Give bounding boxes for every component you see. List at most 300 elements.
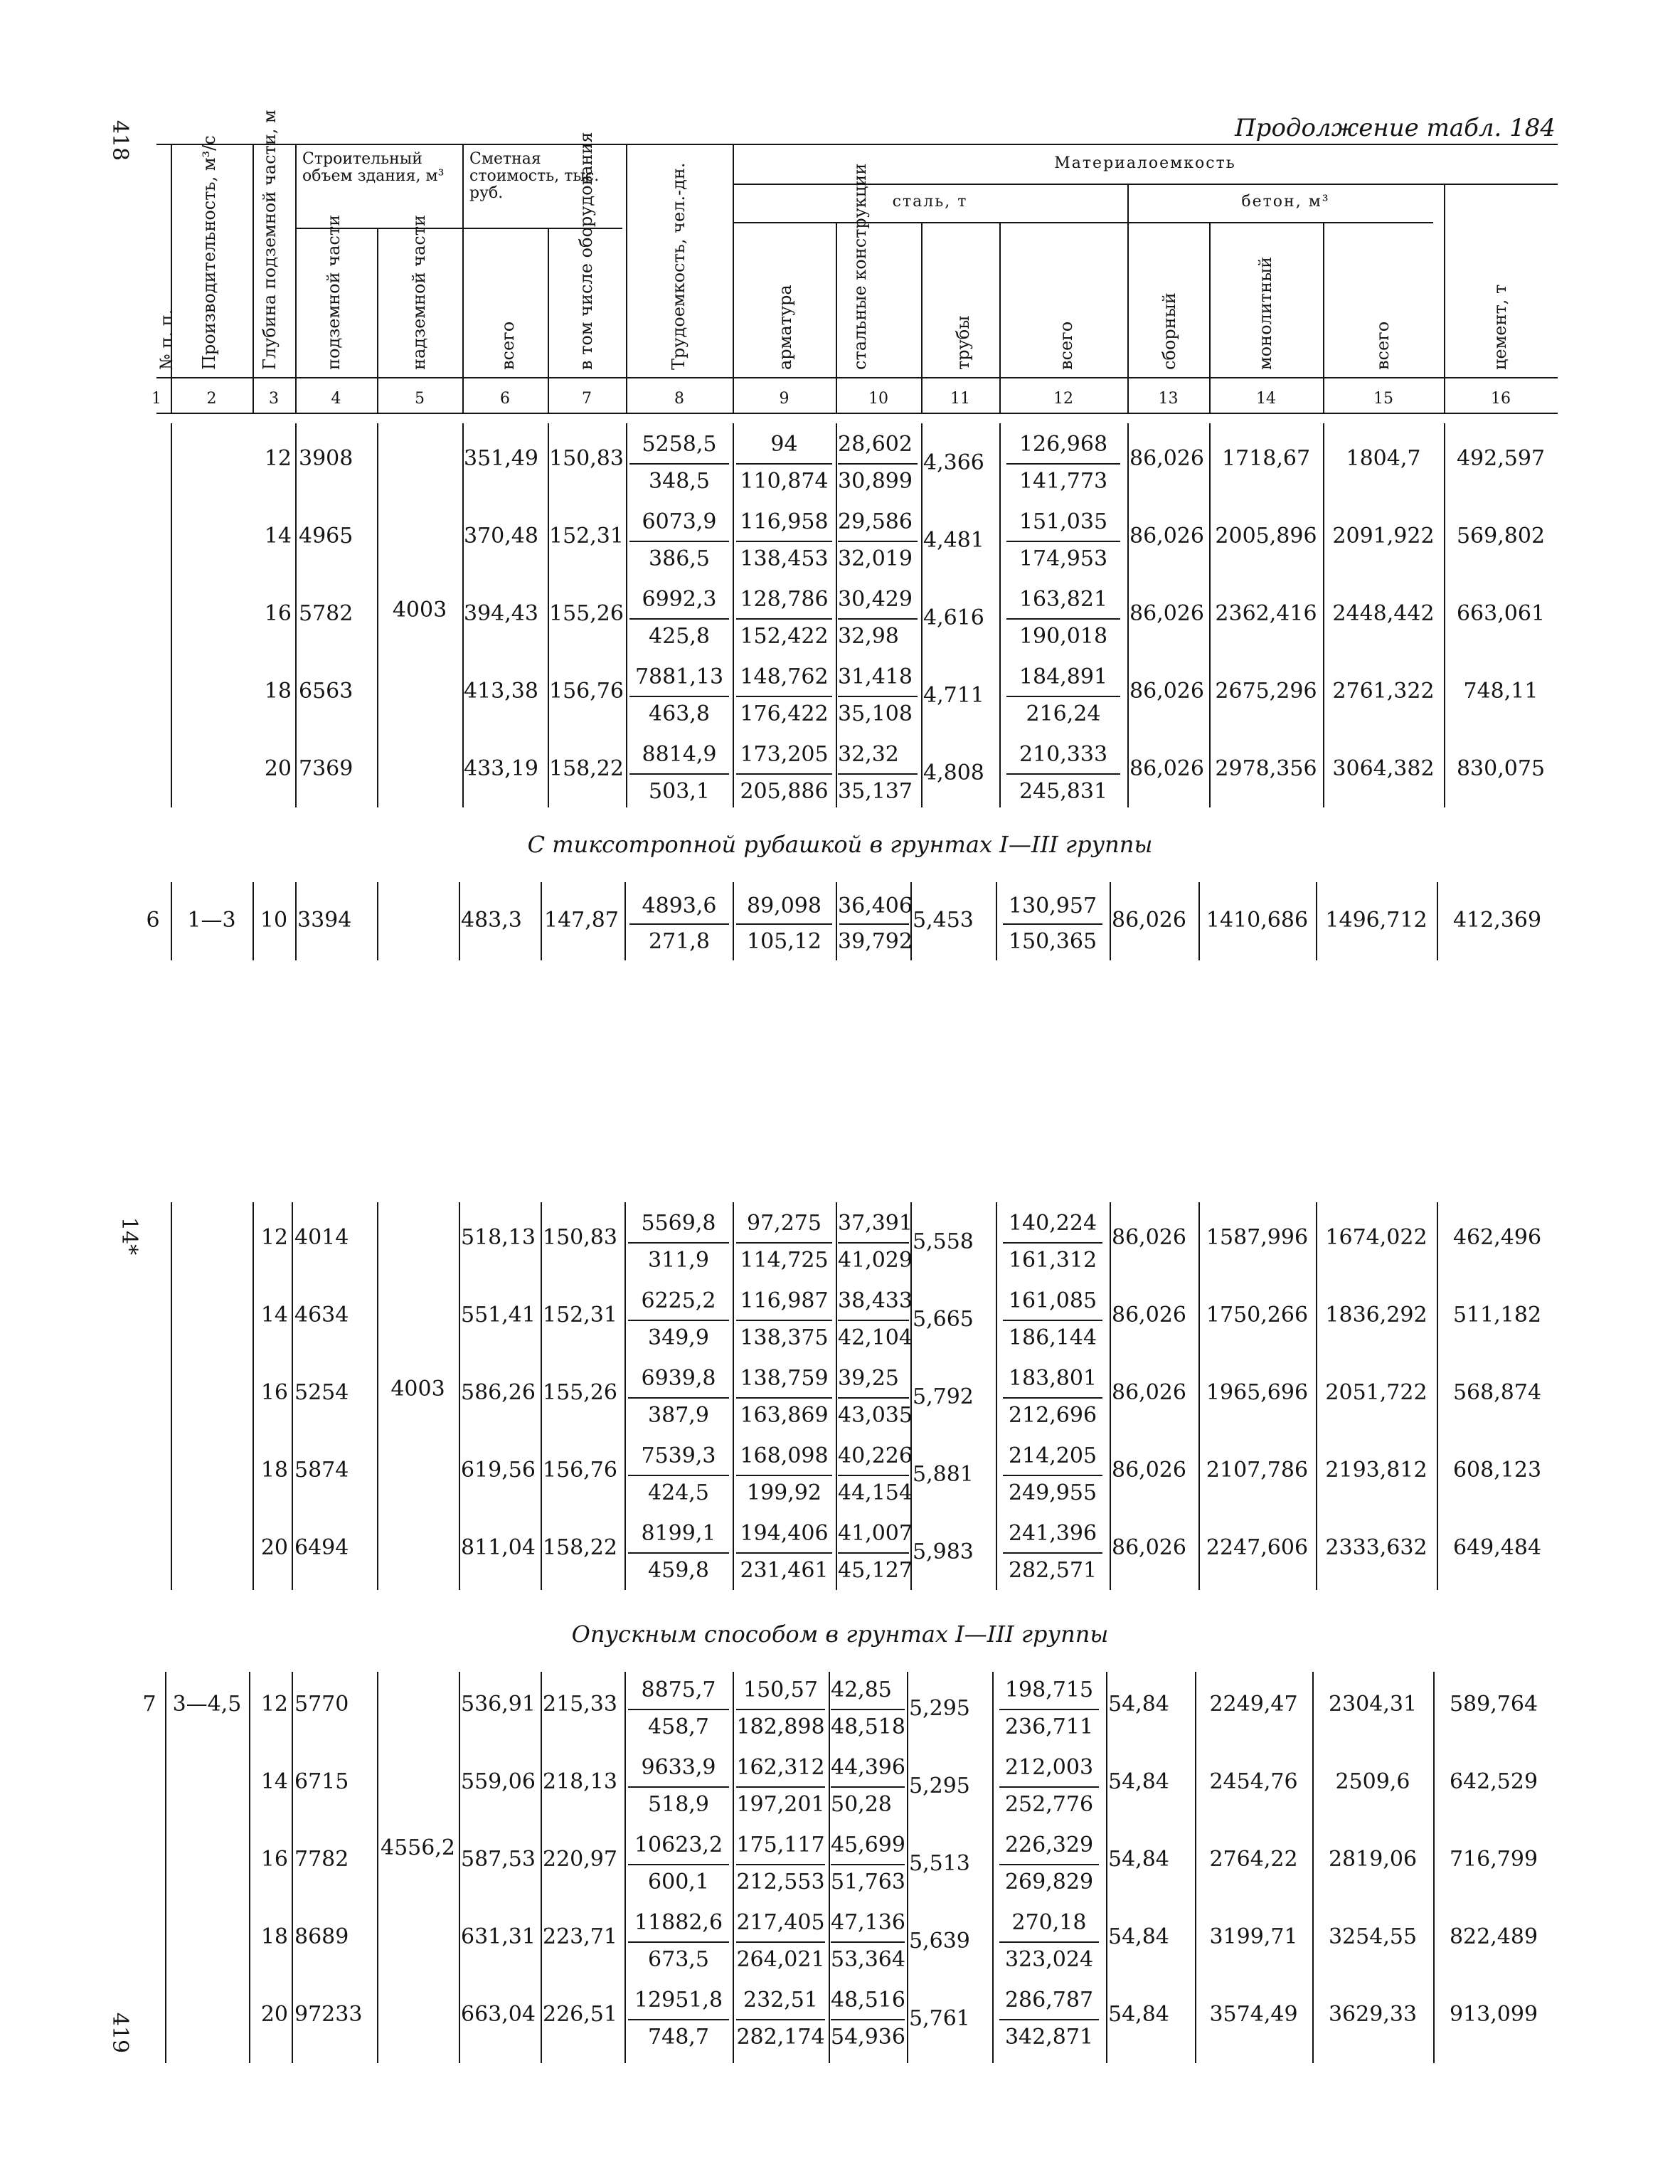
column-number: 2 [206,390,217,408]
fraction-bar [629,696,729,697]
rebar-denominator: 264,021 [736,1947,825,1972]
column-number: 14 [1256,390,1276,408]
fraction-bar [629,463,729,465]
cost-equipment: 156,76 [549,679,624,704]
steel-total-numerator: 130,957 [1008,894,1097,918]
fraction-bar [736,1320,832,1321]
rebar-numerator: 194,406 [740,1521,829,1546]
concrete-monolithic: 2247,606 [1206,1535,1309,1560]
cost-equipment: 152,31 [549,524,624,548]
column-number: 11 [950,390,970,408]
rebar-denominator: 114,725 [740,1248,829,1273]
concrete-monolithic: 3199,71 [1209,1924,1298,1949]
pipes: 5,453 [913,908,974,933]
pipes: 5,792 [913,1384,974,1409]
steel-total-denominator: 216,24 [1026,701,1101,726]
labor-denominator: 600,1 [648,1870,709,1894]
fraction-bar [831,2019,905,2020]
fraction-bar [629,773,729,775]
fraction-bar [838,1320,909,1321]
fraction-bar [736,1786,825,1788]
labor-denominator: 458,7 [648,1714,709,1739]
rebar-numerator: 94 [770,432,798,457]
steel-structures-denominator: 35,137 [838,779,913,804]
steel-total-denominator: 150,365 [1008,929,1097,954]
fraction-bar [736,1475,832,1476]
concrete-total: 3254,55 [1328,1924,1418,1949]
cement: 913,099 [1449,2002,1538,2027]
block3-productivity: 3—4,5 [172,1692,242,1717]
column-number: 3 [269,390,279,408]
fraction-bar [1003,1397,1102,1399]
cost-equipment: 220,97 [543,1847,617,1872]
pipes: 5,665 [913,1307,974,1332]
column-number: 8 [674,390,684,408]
cost-total: 811,04 [461,1535,536,1560]
header-cement: цемент, т [1490,284,1510,370]
steel-total-numerator: 241,396 [1008,1521,1097,1546]
header-prefab: сборный [1159,292,1179,370]
fraction-bar [1006,618,1120,620]
fraction-bar [736,2019,825,2020]
cement: 462,496 [1452,1225,1542,1250]
cement: 649,484 [1452,1535,1542,1560]
fraction-bar [838,463,918,465]
concrete-total: 2304,31 [1328,1692,1418,1717]
rebar-denominator: 205,886 [740,779,829,804]
cement: 511,182 [1452,1303,1542,1327]
labor-denominator: 673,5 [648,1947,709,1972]
steel-structures-denominator: 44,154 [838,1480,913,1505]
cost-total: 631,31 [461,1924,536,1949]
steel-total-numerator: 286,787 [1004,1988,1094,2013]
column-number: 5 [415,390,425,408]
cost-equipment: 150,83 [549,446,624,471]
steel-total-denominator: 174,953 [1019,546,1108,571]
steel-total-numerator: 163,821 [1019,587,1108,612]
depth: 16 [260,1847,288,1872]
cost-total: 551,41 [461,1303,536,1327]
fraction-bar [736,1397,832,1399]
steel-total-numerator: 126,968 [1019,432,1108,457]
fraction-bar [999,1864,1099,1865]
pipes: 5,983 [913,1539,974,1564]
fraction-bar [838,618,918,620]
steel-total-numerator: 161,085 [1008,1288,1097,1313]
labor-numerator: 12951,8 [634,1988,723,2013]
cost-total: 483,3 [461,908,522,933]
labor-numerator: 11882,6 [634,1910,723,1935]
steel-structures-numerator: 31,418 [838,664,913,689]
concrete-monolithic: 2764,22 [1209,1847,1298,1872]
labor-denominator: 503,1 [649,779,710,804]
cement: 569,802 [1456,524,1546,548]
steel-structures-denominator: 35,108 [838,701,913,726]
cost-equipment: 152,31 [543,1303,617,1327]
concrete-monolithic: 2249,47 [1209,1692,1298,1717]
steel-structures-denominator: 42,104 [838,1325,913,1350]
steel-structures-denominator: 48,518 [831,1714,905,1739]
fraction-bar [629,541,729,542]
cement: 822,489 [1449,1924,1538,1949]
rebar-numerator: 150,57 [743,1677,818,1702]
concrete-total: 2333,632 [1325,1535,1428,1560]
labor-numerator: 5569,8 [641,1211,716,1236]
rebar-numerator: 128,786 [740,587,829,612]
header-estimated-cost: Сметная стоимость, тыс. руб. [469,150,600,202]
rebar-numerator: 138,759 [740,1366,829,1391]
header-pipes: трубы [953,315,973,370]
rebar-numerator: 116,987 [740,1288,829,1313]
rebar-denominator: 197,201 [736,1792,825,1817]
cost-total: 586,26 [461,1380,536,1405]
fraction-bar [831,1864,905,1865]
steel-structures-denominator: 53,364 [831,1947,905,1972]
concrete-prefab: 86,026 [1129,756,1204,781]
steel-structures-numerator: 30,429 [838,587,913,612]
cost-total: 370,48 [464,524,538,548]
fraction-bar [736,1864,825,1865]
fraction-bar [1006,541,1120,542]
fraction-bar [1003,1475,1102,1476]
steel-total-denominator: 323,024 [1004,1947,1094,1972]
header-cost-equipment: в том числе оборудования [576,132,596,370]
concrete-prefab: 54,84 [1108,1847,1169,1872]
concrete-monolithic: 2362,416 [1215,601,1317,626]
cost-equipment: 155,26 [543,1380,617,1405]
cement: 716,799 [1449,1847,1538,1872]
cost-equipment: 226,51 [543,2002,617,2027]
underground-volume: 4965 [299,524,353,548]
concrete-monolithic: 3574,49 [1209,2002,1298,2027]
cost-total: 351,49 [464,446,538,471]
rebar-numerator: 89,098 [747,894,822,918]
fraction-bar [838,696,918,697]
concrete-total: 1674,022 [1325,1225,1428,1250]
steel-structures-denominator: 50,28 [831,1792,892,1817]
fraction-bar [736,618,832,620]
concrete-prefab: 54,84 [1108,1769,1169,1794]
steel-structures-numerator: 44,396 [831,1755,905,1780]
concrete-total: 2193,812 [1325,1458,1428,1483]
fraction-bar [628,1786,729,1788]
labor-numerator: 9633,9 [641,1755,716,1780]
labor-numerator: 8814,9 [642,742,717,767]
cement: 608,123 [1452,1458,1542,1483]
fraction-bar [1003,1242,1102,1244]
labor-numerator: 8199,1 [641,1521,716,1546]
section-title-thixotropic: С тиксотропной рубашкой в грунтах I—III группы [527,831,1153,858]
fraction-bar [628,1320,729,1321]
fraction-bar [1006,696,1120,697]
cost-total: 394,43 [464,601,538,626]
cost-total: 619,56 [461,1458,536,1483]
rebar-denominator: 105,12 [747,929,822,954]
labor-denominator: 387,9 [648,1403,709,1428]
fraction-bar [1003,1320,1102,1321]
column-number: 9 [779,390,790,408]
concrete-monolithic: 2005,896 [1215,524,1317,548]
pipes: 5,881 [913,1462,974,1487]
header-monolithic: монолитный [1255,256,1275,370]
fraction-bar [838,541,918,542]
cement: 642,529 [1449,1769,1538,1794]
cost-total: 559,06 [461,1769,536,1794]
rebar-numerator: 232,51 [743,1988,818,2013]
fraction-bar [736,1242,832,1244]
labor-denominator: 518,9 [648,1792,709,1817]
steel-total-numerator: 184,891 [1019,664,1108,689]
cost-total: 536,91 [461,1692,536,1717]
underground-volume: 97233 [294,2002,363,2027]
underground-volume: 6715 [294,1769,349,1794]
rebar-numerator: 148,762 [740,664,829,689]
pipes: 5,761 [909,2006,970,2031]
cost-total: 518,13 [461,1225,536,1250]
rebar-denominator: 163,869 [740,1403,829,1428]
cost-equipment: 156,76 [543,1458,617,1483]
header-steel-group: сталь, т [892,193,968,211]
labor-numerator: 10623,2 [634,1833,723,1857]
fraction-bar [629,618,729,620]
labor-numerator: 7539,3 [641,1443,716,1468]
concrete-prefab: 86,026 [1129,446,1204,471]
rebar-denominator: 282,174 [736,2025,825,2050]
cement: 492,597 [1456,446,1546,471]
rebar-denominator: 110,874 [740,469,829,494]
sheet-mark: 14* [117,1216,142,1256]
fraction-bar [628,1475,729,1476]
fraction-bar [999,1709,1099,1710]
concrete-total: 1496,712 [1325,908,1428,933]
cement: 663,061 [1456,601,1546,626]
header-cost-total: всего [498,321,518,370]
header-underground-part: подземной части [324,214,344,370]
header-rebar: арматура [775,285,795,370]
concrete-monolithic: 1410,686 [1206,908,1309,933]
fraction-bar [628,1552,729,1554]
labor-numerator: 6939,8 [641,1366,716,1391]
fraction-bar [999,1786,1099,1788]
steel-structures-denominator: 45,127 [838,1558,913,1583]
concrete-total: 3064,382 [1332,756,1435,781]
header-steel-total: всего [1056,321,1076,370]
concrete-prefab: 86,026 [1112,1458,1186,1483]
concrete-monolithic: 2978,356 [1215,756,1317,781]
steel-total-denominator: 212,696 [1008,1403,1097,1428]
depth: 12 [260,1692,288,1717]
concrete-total: 1836,292 [1325,1303,1428,1327]
steel-structures-denominator: 41,029 [838,1248,913,1273]
fraction-bar [628,1709,729,1710]
underground-volume: 3394 [297,908,352,933]
steel-structures-numerator: 39,25 [838,1366,899,1391]
depth: 16 [264,601,292,626]
rebar-denominator: 138,375 [740,1325,829,1350]
concrete-total: 2819,06 [1328,1847,1418,1872]
fraction-bar [628,1397,729,1399]
concrete-monolithic: 1718,67 [1221,446,1311,471]
steel-structures-numerator: 29,586 [838,509,913,534]
steel-structures-numerator: 36,406 [838,894,913,918]
column-number: 1 [151,390,161,408]
column-number: 16 [1491,390,1511,408]
row-number: 6 [146,908,160,933]
steel-structures-numerator: 40,226 [838,1443,913,1468]
table-continuation-title: Продолжение табл. 184 [1235,114,1556,142]
depth: 12 [260,1225,288,1250]
header-build-volume: Строительный объем здания, м³ [302,150,445,185]
labor-numerator: 4893,6 [642,894,717,918]
underground-volume: 4634 [294,1303,349,1327]
fraction-bar [736,1552,832,1554]
concrete-monolithic: 2107,786 [1206,1458,1309,1483]
fraction-bar [736,773,832,775]
concrete-prefab: 86,026 [1112,1225,1186,1250]
cost-equipment: 223,71 [543,1924,617,1949]
depth: 20 [260,1535,288,1560]
labor-numerator: 5258,5 [642,432,717,457]
steel-total-denominator: 236,711 [1004,1714,1094,1739]
steel-structures-numerator: 42,85 [831,1677,892,1702]
cement: 412,369 [1452,908,1542,933]
labor-denominator: 424,5 [648,1480,709,1505]
concrete-total: 3629,33 [1328,2002,1418,2027]
cost-equipment: 158,22 [543,1535,617,1560]
steel-total-numerator: 214,205 [1008,1443,1097,1468]
right-page-number: 419 [107,2012,133,2054]
labor-denominator: 348,5 [649,469,710,494]
fraction-bar [628,1864,729,1865]
left-page-number: 418 [107,120,133,161]
steel-total-denominator: 342,871 [1004,2025,1094,2050]
underground-volume: 4014 [294,1225,349,1250]
depth: 12 [264,446,292,471]
steel-structures-denominator: 54,936 [831,2025,905,2050]
underground-volume: 8689 [294,1924,349,1949]
steel-structures-numerator: 47,136 [831,1910,905,1935]
concrete-total: 2761,322 [1332,679,1435,704]
block3-row-number: 7 [142,1692,156,1717]
cost-equipment: 155,26 [549,601,624,626]
rebar-numerator: 168,098 [740,1443,829,1468]
labor-numerator: 8875,7 [641,1677,716,1702]
steel-structures-numerator: 32,32 [838,742,899,767]
fraction-bar [736,541,832,542]
cost-total: 413,38 [464,679,538,704]
steel-structures-denominator: 30,899 [838,469,913,494]
pipes: 5,639 [909,1929,970,1954]
fraction-bar [838,1242,909,1244]
header-aboveground-part: надземной части [409,214,429,370]
pipes: 4,616 [923,605,984,630]
block1-aboveground-volume: 4003 [392,598,447,622]
steel-total-numerator: 151,035 [1019,509,1108,534]
column-number: 6 [500,390,510,408]
underground-volume: 3908 [299,446,353,471]
steel-structures-denominator: 32,019 [838,546,913,571]
steel-total-denominator: 186,144 [1008,1325,1097,1350]
labor-numerator: 6992,3 [642,587,717,612]
steel-total-numerator: 270,18 [1011,1910,1087,1935]
cost-total: 587,53 [461,1847,536,1872]
concrete-total: 1804,7 [1346,446,1421,471]
concrete-total: 2051,722 [1325,1380,1428,1405]
labor-denominator: 271,8 [649,929,710,954]
concrete-prefab: 86,026 [1112,1303,1186,1327]
labor-denominator: 463,8 [649,701,710,726]
labor-numerator: 6225,2 [641,1288,716,1313]
column-number: 10 [868,390,888,408]
fraction-bar [736,1941,825,1943]
steel-structures-denominator: 43,035 [838,1403,913,1428]
column-number: 12 [1053,390,1073,408]
fraction-bar [628,2019,729,2020]
rebar-numerator: 217,405 [736,1910,825,1935]
concrete-prefab: 86,026 [1112,908,1186,933]
pipes: 4,366 [923,450,984,475]
cement: 589,764 [1449,1692,1538,1717]
cement: 748,11 [1463,679,1538,704]
depth: 14 [260,1769,288,1794]
rebar-denominator: 138,453 [740,546,829,571]
steel-total-numerator: 210,333 [1019,742,1108,767]
concrete-total: 2448,442 [1332,601,1435,626]
rebar-numerator: 173,205 [740,742,829,767]
rebar-numerator: 97,275 [747,1211,822,1236]
depth: 20 [260,2002,288,2027]
cost-equipment: 215,33 [543,1692,617,1717]
pipes: 4,711 [923,683,984,708]
steel-structures-numerator: 38,433 [838,1288,913,1313]
labor-denominator: 425,8 [649,624,710,649]
cost-equipment: 147,87 [544,908,619,933]
labor-denominator: 748,7 [648,2025,709,2050]
header-labor: Трудоемкость, чел.-дн. [669,162,689,370]
underground-volume: 7782 [294,1847,349,1872]
rebar-numerator: 175,117 [736,1833,825,1857]
concrete-monolithic: 1965,696 [1206,1380,1309,1405]
underground-volume: 6494 [294,1535,349,1560]
concrete-prefab: 86,026 [1129,524,1204,548]
rebar-numerator: 162,312 [736,1755,825,1780]
depth: 10 [260,908,288,933]
concrete-prefab: 54,84 [1108,2002,1169,2027]
fraction-bar [838,1475,909,1476]
depth: 18 [264,679,292,704]
concrete-prefab: 86,026 [1112,1380,1186,1405]
concrete-prefab: 54,84 [1108,1692,1169,1717]
labor-denominator: 386,5 [649,546,710,571]
pipes: 5,558 [913,1229,974,1254]
pipes: 5,295 [909,1774,970,1798]
fraction-bar [628,1941,729,1943]
cost-total: 663,04 [461,2002,536,2027]
labor-numerator: 6073,9 [642,509,717,534]
column-number: 15 [1373,390,1393,408]
rebar-denominator: 231,461 [740,1558,829,1583]
concrete-total: 2091,922 [1332,524,1435,548]
labor-denominator: 459,8 [648,1558,709,1583]
fraction-bar [1003,1552,1102,1554]
column-number: 13 [1158,390,1179,408]
cement: 568,874 [1452,1380,1542,1405]
fraction-bar [999,2019,1099,2020]
cost-equipment: 218,13 [543,1769,617,1794]
cement: 830,075 [1456,756,1546,781]
depth: 18 [260,1458,288,1483]
rebar-denominator: 176,422 [740,701,829,726]
